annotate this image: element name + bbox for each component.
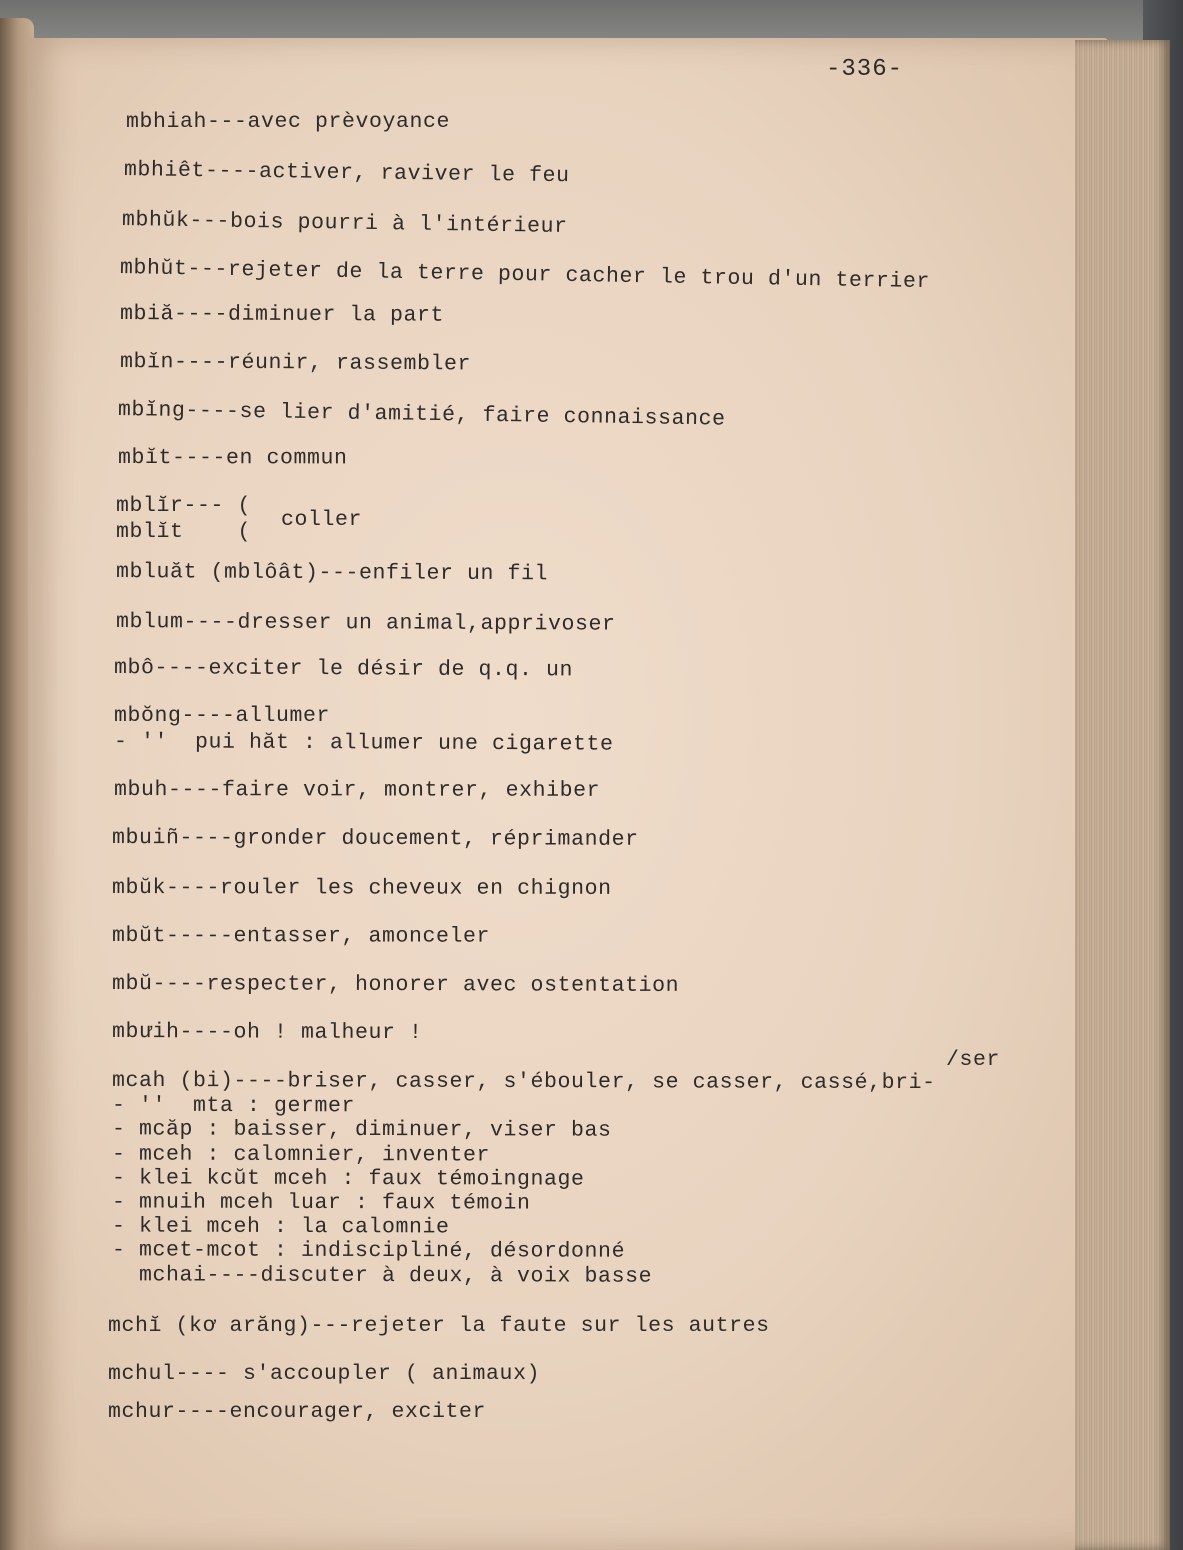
dictionary-entry <box>114 656 573 682</box>
entry-separator: ---- <box>181 704 236 728</box>
entry-definition: enfiler un fil <box>358 561 549 587</box>
entry-definition: réunir, rassembler <box>227 350 472 377</box>
entry-definition: dresser un animal,apprivoser <box>237 610 616 637</box>
entry-term: mbluăt (mblôât) <box>115 560 319 586</box>
page-number: -336- <box>826 56 904 83</box>
page-stack-edge <box>1075 40 1170 1550</box>
mcah-line: - '' mta : germer <box>111 1093 356 1119</box>
dictionary-entry <box>112 924 490 949</box>
dictionary-entry: mchĭ (kơ arăng)---rejeter la faute sur les autres <box>108 1314 770 1338</box>
entry-separator: ---- <box>154 656 209 681</box>
entry-separator: ---- <box>185 399 240 424</box>
entry-term: mbĭng <box>117 398 186 424</box>
dictionary-entry <box>116 610 616 637</box>
dictionary-entry <box>116 508 363 544</box>
entry-term: - '' pui hăt : allumer une cigarette <box>113 730 614 757</box>
entry-separator: ---- <box>183 610 238 635</box>
mcah-line: - klei mceh : la calomnie <box>111 1214 450 1240</box>
mcah-line: mchai----discuter à deux, à voix basse <box>111 1262 653 1289</box>
entry-definition: gronder doucement, réprimander <box>233 826 639 852</box>
entry-term: mbuiñ <box>111 826 180 851</box>
entry-definition: activer, raviver le feu <box>258 159 570 189</box>
entry-separator: --- <box>187 257 229 282</box>
entry-separator: --- <box>207 110 248 134</box>
dictionary-entry <box>116 560 548 586</box>
dictionary-entry <box>116 494 251 518</box>
entry-term: mblĭr--- ( <box>116 494 252 518</box>
dictionary-entry <box>112 972 679 998</box>
dictionary-entry <box>118 446 348 470</box>
entry-definition: exciter le désir de q.q. un <box>208 656 574 683</box>
entry-separator: ---- <box>171 446 227 471</box>
entry-term: mbhiah <box>126 110 208 134</box>
dictionary-entry <box>114 778 600 803</box>
dictionary-entry: mchul---- s'accoupler ( animaux) <box>108 1362 541 1386</box>
entry-definition: diminuer la part <box>227 302 445 328</box>
mcah-line: - mnuih mceh luar : faux témoin <box>111 1190 531 1216</box>
entry-separator: ---- <box>204 159 260 184</box>
entry-definition: en commun <box>226 446 348 471</box>
mcah-line: - mceh : calomnier, inventer <box>111 1142 491 1168</box>
entry-term: mbĭt <box>117 446 173 471</box>
mcah-line: - klei kcŭt mceh : faux témoingnage <box>111 1166 585 1192</box>
dictionary-entry <box>120 302 444 328</box>
entry-term: mbŭ <box>111 972 153 997</box>
entry-term: mbuh <box>113 778 169 803</box>
entry-term: mblum <box>115 610 184 635</box>
entry-definition: bois pourri à l'intérieur <box>229 209 568 239</box>
mcah-continuation: /ser <box>946 1048 1001 1072</box>
entry-separator: ---- <box>173 302 229 327</box>
entry-definition: allumer <box>235 704 331 728</box>
entry-definition: se lier d'amitié, faire connaissance <box>239 399 726 432</box>
entry-definition: avec prèvoyance <box>247 110 451 134</box>
dictionary-entry <box>114 730 614 757</box>
entry-term: mbŭk <box>111 876 167 901</box>
entry-definition: rouler les cheveux en chignon <box>220 876 612 901</box>
dictionary-entry <box>114 704 330 728</box>
entry-term: mbĭn <box>119 350 175 375</box>
entry-term: mbô <box>113 656 155 681</box>
entry-separator: ---- <box>179 1020 234 1045</box>
entry-separator: --- <box>189 209 231 234</box>
entry-separator: --- <box>318 561 360 586</box>
entry-separator: ---- <box>179 826 234 851</box>
entry-term: mbưih <box>111 1020 180 1045</box>
dictionary-entry <box>120 350 471 376</box>
mcah-line: - mcăp : baisser, diminuer, viser bas <box>111 1117 612 1144</box>
entry-definition: faire voir, montrer, exhiber <box>222 778 601 803</box>
entry-separator: ---- <box>167 778 223 803</box>
entry-term: mbŭt <box>111 924 167 949</box>
dictionary-entry <box>126 110 450 134</box>
mcah-line: mcah (bi)----briser, casser, s'ébouler, se casser, cassé,bri- <box>111 1068 936 1096</box>
mcah-line: - mcet-mcot : indiscipliné, désordonné <box>111 1238 626 1265</box>
entry-term: mblĭt ( <box>116 520 252 544</box>
entry-term: mbhŭk <box>121 208 190 234</box>
entry-term: mbhŭt <box>119 256 188 282</box>
entry-definition: oh ! malheur ! <box>233 1020 423 1046</box>
entry-definition: entasser, amonceler <box>233 924 491 949</box>
entry-term: mbŏng <box>114 704 182 728</box>
entry-definition: coller <box>281 508 363 532</box>
entry-term: mbiă <box>119 302 175 327</box>
entry-separator: ---- <box>173 350 229 375</box>
entry-separator: ---- <box>165 876 221 901</box>
entry-term: mbhiêt <box>123 158 206 184</box>
dictionary-entry <box>112 1020 423 1045</box>
dictionary-entry <box>112 876 612 901</box>
entry-separator: ---- <box>152 972 207 997</box>
dictionary-entry: mchur----encourager, exciter <box>108 1400 487 1424</box>
dictionary-entry <box>112 826 639 852</box>
entry-definition: respecter, honorer avec ostentation <box>206 972 680 998</box>
entry-definition: rejeter de la terre pour cacher le trou d'un terrier <box>227 257 931 295</box>
entry-separator: ----- <box>165 924 234 949</box>
